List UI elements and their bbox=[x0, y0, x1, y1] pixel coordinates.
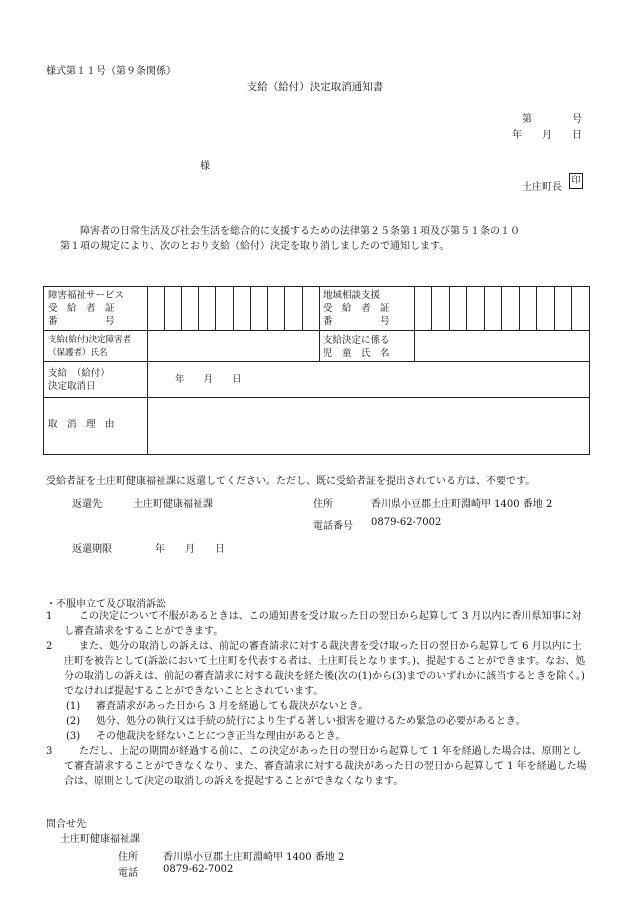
col-divider bbox=[414, 287, 415, 361]
digit-cell bbox=[198, 287, 199, 330]
cancel-reason-label: 取 消 理 由 bbox=[48, 419, 115, 430]
col-divider bbox=[147, 287, 148, 454]
form-number: 様式第１１号（第９条関係） bbox=[46, 66, 176, 77]
appeal-sub-3: (3) その他裁決を経ないことにつき正当な理由があるとき。 bbox=[66, 731, 346, 742]
return-tel-value: 0879-62-7002 bbox=[371, 517, 442, 528]
digit-cell bbox=[501, 287, 502, 330]
recipient-cert-label-right: 地域相談支援 受 給 者 証 番 号 bbox=[323, 290, 390, 327]
digit-cell bbox=[431, 287, 432, 330]
guardian-name-label: 支給(給付)決定障害者 （保護者）氏名 bbox=[48, 335, 132, 358]
appeal-sub-2: (2) 処分、処分の執行又は手続の続行により生ずる著しい損害を避けるため緊急の必要があるとき。 bbox=[66, 716, 526, 727]
row-divider bbox=[44, 397, 589, 398]
return-tel-label: 電話番号 bbox=[313, 521, 353, 532]
appeal-item-1: 1 この決定について不服があるときは、この通知書を受け取った日の翌日から起算して 3 月以内に香川県知事に対し審査請求をすることができます。 bbox=[46, 611, 582, 637]
appeal-item-3: 3 ただし、上記の期間が経過する前に、この決定があった日の翌日から起算して 1 年を経過した場合は、原則として審査請求することができなくなり、また、審査請求に対する裁決があった日の翌日から起算して 1 年を経過した場合は、原則として決定の取消しの訴えを提起することができなくなります。 bbox=[46, 746, 587, 787]
appeal-heading: ・不服申立て及び取消訴訟 bbox=[46, 599, 166, 610]
digit-cell bbox=[164, 287, 165, 330]
return-dest-label: 返還先 bbox=[72, 499, 102, 510]
document-title: 支給（給付）決定取消通知書 bbox=[246, 81, 384, 93]
row-divider bbox=[44, 330, 589, 331]
contact-tel-value: 0879-62-7002 bbox=[163, 864, 234, 875]
contact-dept: 土庄町健康福祉課 bbox=[60, 834, 140, 845]
return-addr-value: 香川県小豆郡土庄町淵崎甲 1400 番地 2 bbox=[371, 499, 553, 510]
recipient-cert-label-left: 障害福祉サービス 受 給 者 証 番 号 bbox=[48, 290, 125, 327]
digit-cell bbox=[449, 287, 450, 330]
cancel-date-label: 支給 （給付） 決定取消日 bbox=[48, 368, 110, 392]
issuer-name: 土庄町長 bbox=[522, 182, 562, 193]
addressee-suffix: 様 bbox=[200, 161, 210, 172]
notice-paragraph bbox=[60, 224, 580, 254]
return-dest-value: 土庄町健康福祉課 bbox=[133, 499, 213, 510]
seal-mark: 印 bbox=[569, 173, 583, 189]
digit-cell bbox=[302, 287, 303, 330]
digit-cell bbox=[233, 287, 234, 330]
contact-tel-label: 電話 bbox=[118, 868, 138, 879]
digit-cell bbox=[250, 287, 251, 330]
return-deadline-value: 年 月 日 bbox=[155, 544, 225, 555]
digit-cell bbox=[215, 287, 216, 330]
cancellation-table bbox=[43, 286, 590, 455]
notice-line-1: 障害者の日常生活及び社会生活を総合的に支援するための法律第２５条第１項及び第５１条の１０ bbox=[80, 226, 520, 237]
digit-cell bbox=[519, 287, 520, 330]
issue-date: 年 月 日 bbox=[512, 130, 582, 141]
appeal-item-2: 2 また、処分の取消しの訴えは、前記の審査請求に対する裁決書を受け取った日の翌日から起算して 6 月以内に土庄町を被告として(訴訟において土庄町を代表する者は、土庄町長となります。)、提起することができます。なお、処分の取消しの訴えは、前記の審査請求に対する裁決を経た後(次の(1)から(3)までのいずれかに該当するときを除く。)でなければ提起することができないこととされています。 bbox=[46, 641, 586, 697]
document-number: 第 号 bbox=[522, 114, 582, 125]
notice-line-2: 第１項の規定により、次のとおり支給（給付）決定を取り消しましたので通知します。 bbox=[60, 241, 450, 252]
digit-cell bbox=[267, 287, 268, 330]
appeal-sub-1: (1) 審査請求があった日から 3 月を経過しても裁決がないとき。 bbox=[66, 701, 369, 712]
contact-addr-label: 住所 bbox=[118, 852, 138, 863]
return-addr-label: 住所 bbox=[313, 499, 333, 510]
col-divider bbox=[319, 287, 320, 361]
contact-addr-value: 香川県小豆郡土庄町淵崎甲 1400 番地 2 bbox=[163, 852, 345, 863]
digit-cell bbox=[466, 287, 467, 330]
return-notice: 受給者証を土庄町健康福祉課に返還してください。ただし、既に受給者証を提出されている方は、不要です。 bbox=[46, 476, 536, 487]
return-deadline-label: 返還期限 bbox=[72, 544, 112, 555]
child-name-label: 支給決定に係る 児 童 氏 名 bbox=[323, 335, 390, 359]
digit-cell bbox=[554, 287, 555, 330]
digit-cell bbox=[536, 287, 537, 330]
cancel-date-value: 年 月 日 bbox=[175, 374, 242, 385]
row-divider bbox=[44, 361, 589, 362]
digit-cell bbox=[571, 287, 572, 330]
contact-heading: 問合せ先 bbox=[46, 819, 86, 830]
digit-cell bbox=[284, 287, 285, 330]
digit-cell bbox=[484, 287, 485, 330]
digit-cell bbox=[181, 287, 182, 330]
appeal-list bbox=[46, 609, 591, 789]
